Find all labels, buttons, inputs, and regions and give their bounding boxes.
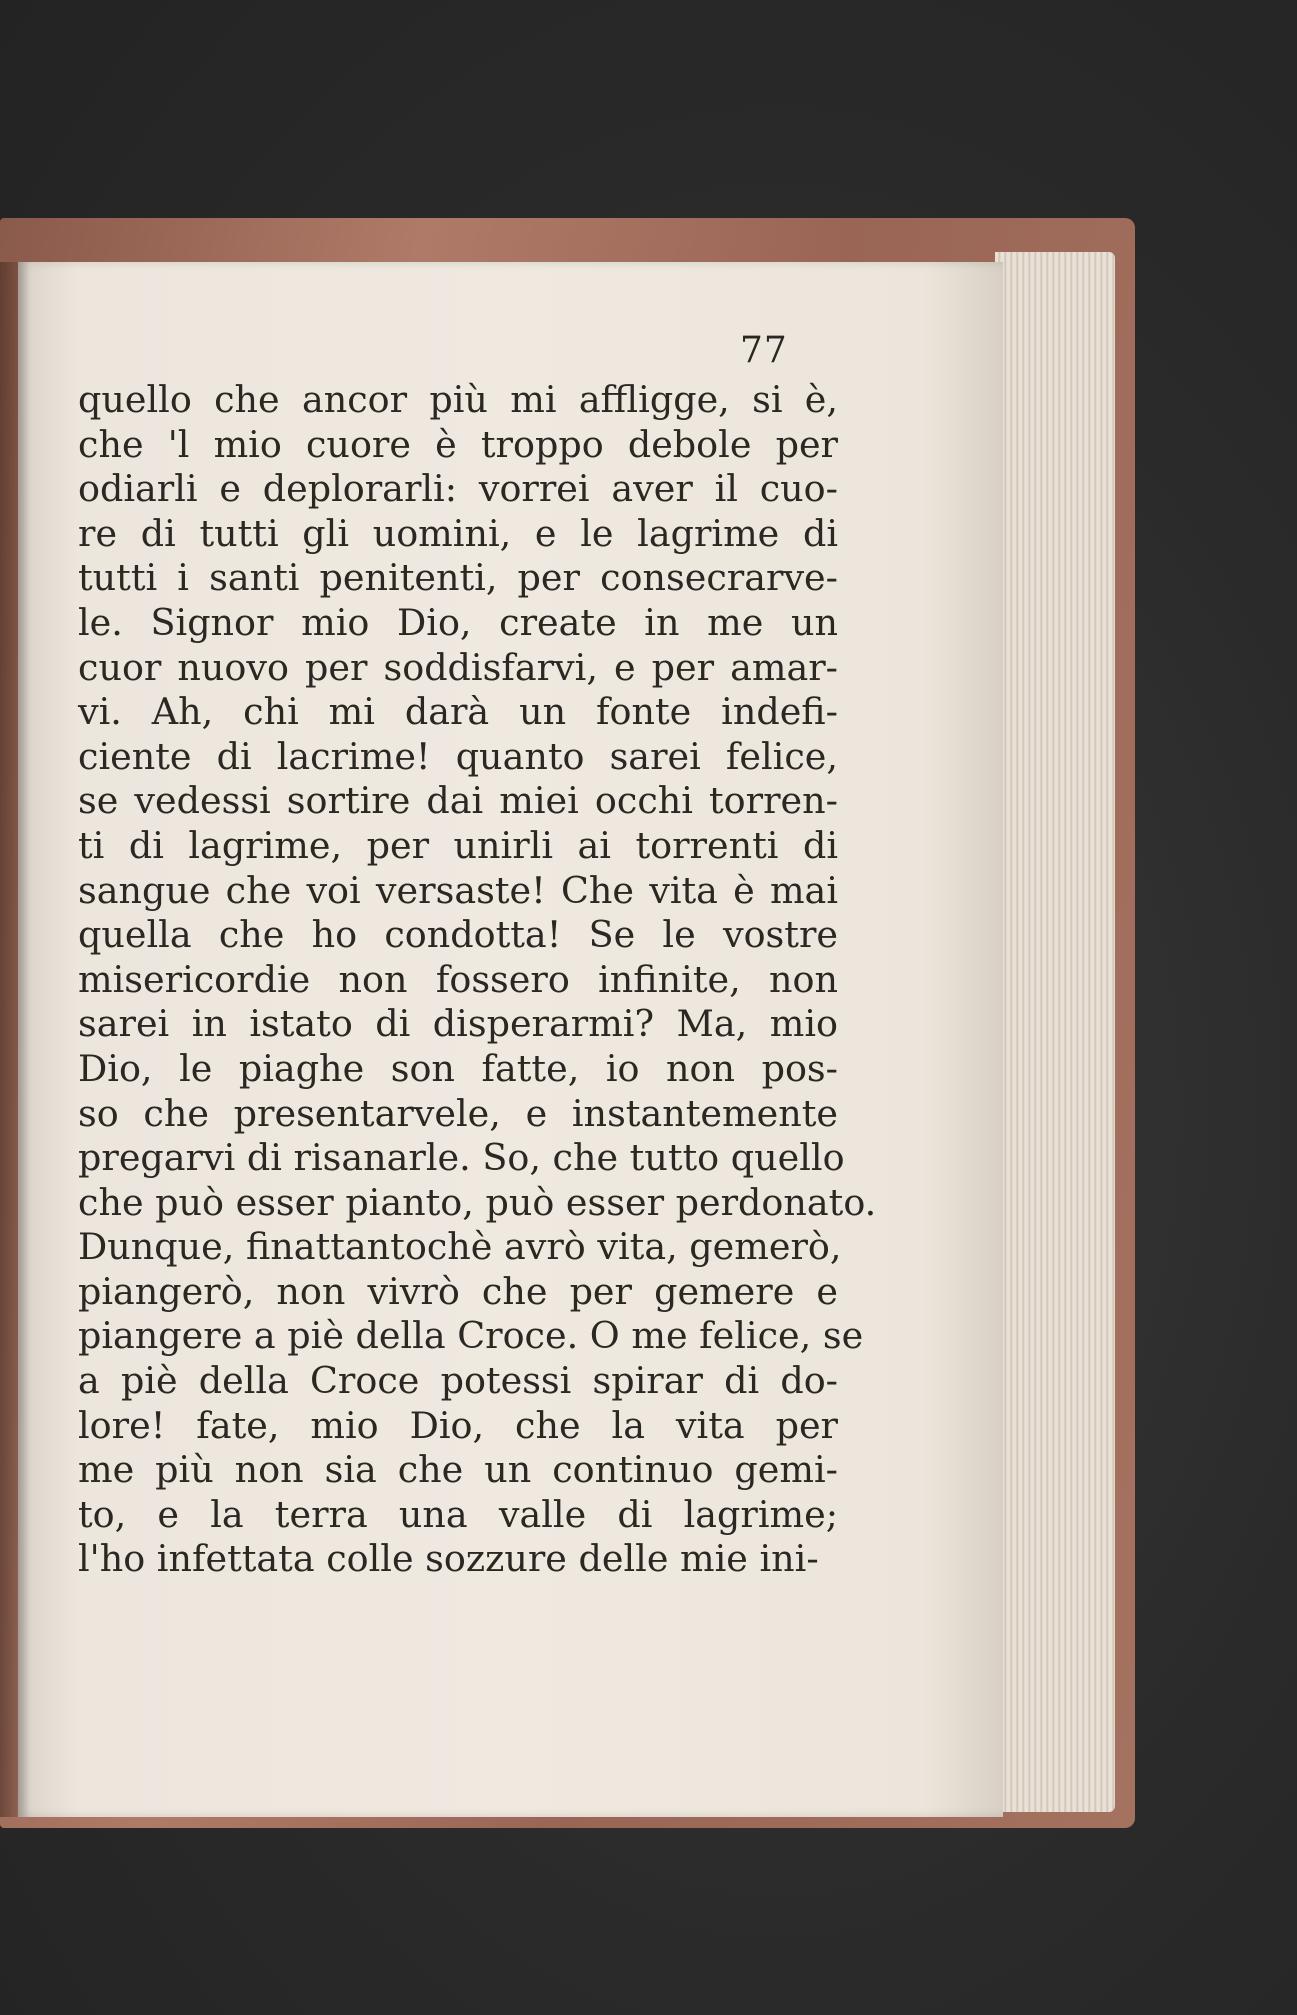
text-line: se vedessi sortire dai miei occhi torren- <box>78 779 838 823</box>
page-text <box>78 378 877 1582</box>
text-line: quello che ancor più mi affligge, si è, <box>78 378 838 421</box>
text-line: re di tutti gli uomini, e le lagrime di <box>78 511 838 555</box>
text-line: piangere a piè della Croce. O me felice, se <box>78 1314 864 1358</box>
text-line: vi. Ah, chi mi darà un fonte indefi- <box>78 690 838 734</box>
text-line: sangue che voi versaste! Che vita è mai <box>78 868 838 912</box>
text-line: a piè della Croce potessi spirar di do- <box>78 1359 838 1403</box>
page-edges <box>995 252 1115 1812</box>
text-line: Dunque, finattantochè avrò vita, gemerò, <box>78 1225 842 1269</box>
page-number: 77 <box>740 330 788 371</box>
spine-shadow <box>0 262 30 1817</box>
text-line: le. Signor mio Dio, create in me un <box>78 600 838 644</box>
text-line: che 'l mio cuore è troppo debole per <box>78 422 838 466</box>
text-line: sarei in istato di disperarmi? Ma, mio <box>78 1002 838 1046</box>
text-line: lore! fate, mio Dio, che la vita per <box>78 1403 838 1447</box>
text-line: odiarli e deplorarli: vorrei aver il cuo- <box>78 467 838 511</box>
text-line: Dio, le piaghe son fatte, io non pos- <box>78 1046 838 1090</box>
text-line: piangerò, non vivrò che per gemere e <box>78 1269 838 1313</box>
text-line: ti di lagrime, per unirli ai torrenti di <box>78 823 838 867</box>
text-line: ciente di lacrime! quanto sarei felice, <box>78 734 838 778</box>
text-line: so che presentarvele, e instantemente <box>78 1091 838 1135</box>
text-line: me più non sia che un continuo gemi- <box>78 1448 838 1492</box>
text-line: misericordie non fossero infinite, non <box>78 957 838 1001</box>
text-line: tutti i santi penitenti, per consecrarve- <box>78 556 838 600</box>
text-line: l'ho infettata colle sozzure delle mie ini- <box>78 1537 819 1581</box>
text-line: che può esser pianto, può esser perdonato. <box>78 1180 877 1224</box>
text-line: quella che ho condotta! Se le vostre <box>78 913 838 957</box>
text-line: to, e la terra una valle di lagrime; <box>78 1492 838 1536</box>
text-line: pregarvi di risanarle. So, che tutto quello <box>78 1136 845 1180</box>
text-line: cuor nuovo per soddisfarvi, e per amar- <box>78 645 838 689</box>
